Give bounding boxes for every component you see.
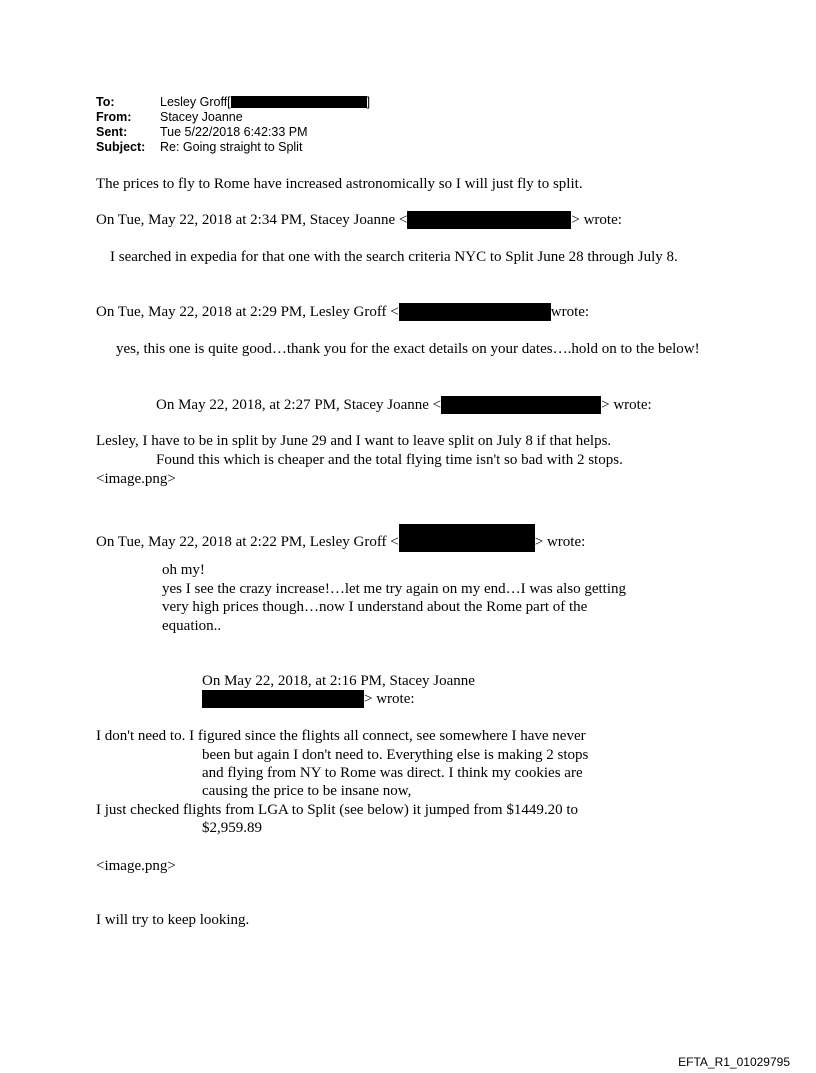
message-text: $2,959.89 [202, 820, 262, 836]
sent-value: Tue 5/22/2018 6:42:33 PM [160, 125, 308, 139]
from-label: From: [96, 110, 132, 124]
quote-header [96, 524, 585, 552]
quote-wrote: > wrote: [364, 691, 415, 707]
quote-header [202, 690, 415, 709]
quote-intro: On Tue, May 22, 2018 at 2:29 PM, Lesley Groff < [96, 304, 399, 320]
quote-header [96, 211, 622, 230]
message-text: yes I see the crazy increase!…let me try again on my end…I was also getting [162, 581, 626, 597]
quote-wrote: > wrote: [534, 534, 586, 550]
quote-header: On May 22, 2018, at 2:16 PM, Stacey Joanne [202, 673, 475, 689]
to-name: Lesley Groff[ [160, 95, 231, 109]
message-text: oh my! [162, 562, 205, 578]
message-text: Found this which is cheaper and the total flying time isn't so bad with 2 stops. [156, 452, 623, 468]
to-label: To: [96, 95, 115, 109]
quote-header [96, 303, 589, 322]
to-value: Lesley Groff[ ] [160, 95, 371, 109]
message-text: Lesley, I have to be in split by June 29 and I want to leave split on July 8 if that helps. [96, 433, 612, 449]
sent-label: Sent: [96, 125, 128, 139]
redaction-block [399, 303, 551, 321]
quote-wrote: > wrote: [571, 212, 622, 228]
message-text: causing the price to be insane now, [202, 783, 412, 799]
from-value: Stacey Joanne [160, 110, 243, 124]
document-id: EFTA_R1_01029795 [678, 1055, 790, 1069]
quote-intro: On May 22, 2018, at 2:27 PM, Stacey Joanne < [156, 397, 442, 413]
message-text: I searched in expedia for that one with the search criteria NYC to Split June 28 through July 8. [110, 249, 678, 265]
redaction-block [407, 211, 571, 229]
subject-label: Subject: [96, 140, 146, 154]
redaction-block [441, 396, 601, 414]
image-attachment-placeholder: <image.png> [96, 471, 176, 487]
message-text: I will try to keep looking. [96, 912, 250, 928]
message-text: very high prices though…now I understand about the Rome part of the [162, 599, 588, 615]
message-text: yes, this one is quite good…thank you for the exact details on your dates….hold on to the below! [116, 341, 700, 357]
quote-header [156, 396, 652, 415]
quote-intro: On Tue, May 22, 2018 at 2:22 PM, Lesley Groff < [96, 534, 399, 550]
redaction-block [399, 524, 535, 552]
quote-wrote: wrote: [550, 304, 590, 320]
message-text: The prices to fly to Rome have increased astronomically so I will just fly to split. [96, 176, 583, 192]
image-attachment-placeholder: <image.png> [96, 858, 176, 874]
redaction-block [202, 690, 364, 708]
quote-intro: On Tue, May 22, 2018 at 2:34 PM, Stacey Joanne < [96, 212, 408, 228]
quote-wrote: > wrote: [601, 397, 652, 413]
message-text: I don't need to. I figured since the flights all connect, see somewhere I have never [96, 728, 586, 744]
message-text: been but again I don't need to. Everything else is making 2 stops [202, 747, 589, 763]
message-text: I just checked flights from LGA to Split (see below) it jumped from $1449.20 to [96, 802, 579, 818]
redaction-block [231, 96, 367, 108]
message-text: equation.. [162, 618, 222, 634]
message-text: and flying from NY to Rome was direct. I think my cookies are [202, 765, 583, 781]
subject-value: Re: Going straight to Split [160, 140, 303, 154]
